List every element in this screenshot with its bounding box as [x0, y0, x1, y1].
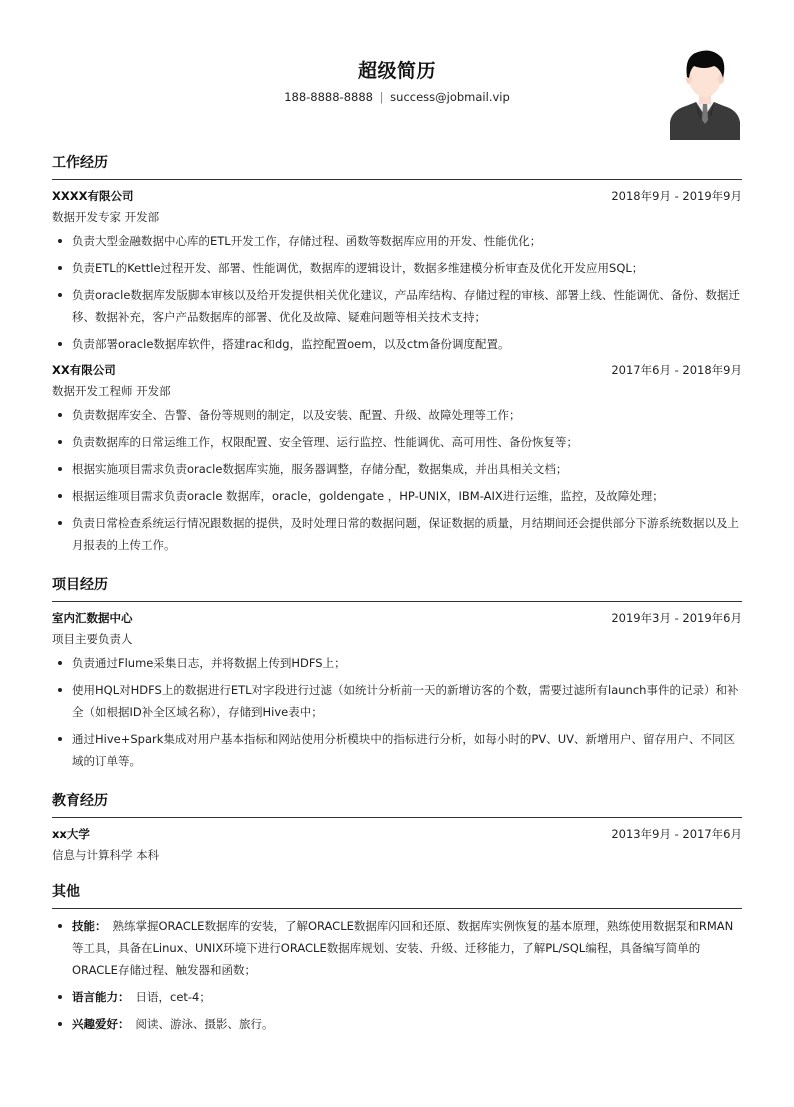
- item-text: 日语，cet-4；: [135, 990, 211, 1004]
- bullet-icon: [58, 239, 62, 243]
- bullet-text: 负责oracle数据库发版脚本审核以及给开发提供相关优化建议，产品库结构、存储过程的审核、部署上线、性能调优、备份、数据迁移、数据补充，客户产品数据库的部署、优化及故障、疑难问题等相关技术支持；: [72, 288, 740, 324]
- work-entry: [52, 360, 742, 556]
- list-item: [52, 986, 742, 1008]
- contact-line: [52, 90, 742, 104]
- bullet-text: 通过Hive+Spark集成对用户基本指标和网站使用分析模块中的指标进行分析，如每小时的PV、UV、新增用户、留存用户、不同区域的订单等。: [72, 732, 735, 768]
- bullet-text: 根据运维项目需求负责oracle 数据库，oracle，goldengate ，HP-UNIX，IBM-AIX进行运维，监控，及故障处理；: [72, 489, 664, 503]
- list-item: [52, 512, 742, 556]
- section-title: 其他: [52, 884, 80, 900]
- resume-title: 超级简历: [357, 60, 436, 82]
- contact-separator: |: [379, 90, 384, 104]
- company-name: XX有限公司: [52, 363, 116, 377]
- item-label: 语言能力：: [72, 990, 130, 1004]
- project-role: 项目主要负责人: [52, 632, 133, 646]
- section-education: [52, 791, 742, 866]
- section-divider: [52, 179, 742, 180]
- bullet-icon: [58, 995, 62, 999]
- item-text: 熟练掌握ORACLE数据库的安装，了解ORACLE数据库闪回和还原、数据库实例恢复的基本原理，熟练使用数据泵和RMAN等工具，具备在Linux、UNIX环境下进行ORACLE数据库规划、安装、升级、迁移能力，了解PL/SQL编程，具备编写简单的ORACLE存储过程、触发器和函数；: [72, 919, 734, 977]
- item-text: 阅读、游泳、摄影、旅行。: [135, 1017, 274, 1031]
- bullet-icon: [58, 266, 62, 270]
- list-item: [52, 284, 742, 328]
- list-item: [52, 333, 742, 355]
- section-title: 工作经历: [52, 155, 108, 171]
- project-name: 室内汇数据中心: [52, 611, 133, 625]
- list-item: [52, 431, 742, 453]
- bullet-icon: [58, 342, 62, 346]
- list-item: [52, 679, 742, 723]
- section-title: 教育经历: [52, 793, 108, 809]
- entry-date: 2017年6月 - 2018年9月: [611, 363, 742, 377]
- bullet-text: 负责部署oracle数据库软件，搭建rac和dg，监控配置oem，以及ctm备份调度配置。: [72, 337, 510, 351]
- school-name: xx大学: [52, 827, 90, 841]
- list-item: [52, 915, 742, 981]
- list-item: [52, 652, 742, 674]
- bullet-icon: [58, 1022, 62, 1026]
- bullet-icon: [58, 293, 62, 297]
- entry-date: 2019年3月 - 2019年6月: [611, 611, 742, 625]
- bullet-text: 负责日常检查系统运行情况跟数据的提供，及时处理日常的数据问题，保证数据的质量，月结期间还会提供部分下游系统数据以及上月报表的上传工作。: [72, 516, 739, 552]
- list-item: [52, 458, 742, 480]
- resume-content: [52, 153, 742, 1040]
- major-degree: 信息与计算科学 本科: [52, 848, 160, 862]
- entry-date: 2018年9月 - 2019年9月: [611, 189, 742, 203]
- section-work-experience: [52, 153, 742, 556]
- bullet-icon: [58, 661, 62, 665]
- section-divider: [52, 601, 742, 602]
- list-item: [52, 1013, 742, 1035]
- bullet-text: 负责ETL的Kettle过程开发、部署、性能调优，数据库的逻辑设计，数据多维建模分析审查及优化开发应用SQL；: [72, 261, 644, 275]
- bullet-text: 负责通过Flume采集日志，并将数据上传到HDFS上；: [72, 656, 346, 670]
- job-title: 数据开发工程师 开发部: [52, 384, 171, 398]
- section-divider: [52, 908, 742, 909]
- bullet-text: 负责数据库的日常运维工作，权限配置、安全管理、运行监控、性能调优、高可用性、备份恢复等；: [72, 435, 578, 449]
- section-divider: [52, 817, 742, 818]
- bullet-icon: [58, 688, 62, 692]
- bullet-text: 负责大型金融数据中心库的ETL开发工作，存储过程、函数等数据库应用的开发、性能优化；: [72, 234, 542, 248]
- section-project-experience: [52, 575, 742, 772]
- item-label: 兴趣爱好：: [72, 1017, 130, 1031]
- bullet-icon: [58, 494, 62, 498]
- bullet-text: 使用HQL对HDFS上的数据进行ETL对字段进行过滤（如统计分析前一天的新增访客的个数，需要过滤所有launch事件的记录）和补全（如根据ID补全区域名称），存储到Hive表中；: [72, 683, 739, 719]
- entry-date: 2013年9月 - 2017年6月: [611, 827, 742, 841]
- bullet-icon: [58, 737, 62, 741]
- list-item: [52, 728, 742, 772]
- section-title: 项目经历: [52, 577, 108, 593]
- education-entry: [52, 824, 742, 866]
- list-item: [52, 404, 742, 426]
- list-item: [52, 230, 742, 252]
- bullet-text: 根据实施项目需求负责oracle数据库实施，服务器调整，存储分配，数据集成，并出具相关文档；: [72, 462, 568, 476]
- list-item: [52, 485, 742, 507]
- email-address: success@jobmail.vip: [390, 90, 510, 104]
- project-entry: [52, 608, 742, 772]
- bullet-icon: [58, 521, 62, 525]
- bullet-icon: [58, 440, 62, 444]
- section-other: [52, 882, 742, 1035]
- item-label: 技能：: [72, 919, 107, 933]
- bullet-text: 负责数据库安全、告警、备份等规则的制定，以及安装、配置、升级、故障处理等工作；: [72, 408, 521, 422]
- job-title: 数据开发专家 开发部: [52, 210, 160, 224]
- work-entry: [52, 186, 742, 355]
- bullet-icon: [58, 413, 62, 417]
- company-name: XXXX有限公司: [52, 189, 134, 203]
- list-item: [52, 257, 742, 279]
- resume-header: [52, 52, 742, 152]
- bullet-icon: [58, 467, 62, 471]
- person-avatar-icon: [668, 44, 742, 140]
- bullet-icon: [58, 924, 62, 928]
- phone-number: 188-8888-8888: [284, 90, 373, 104]
